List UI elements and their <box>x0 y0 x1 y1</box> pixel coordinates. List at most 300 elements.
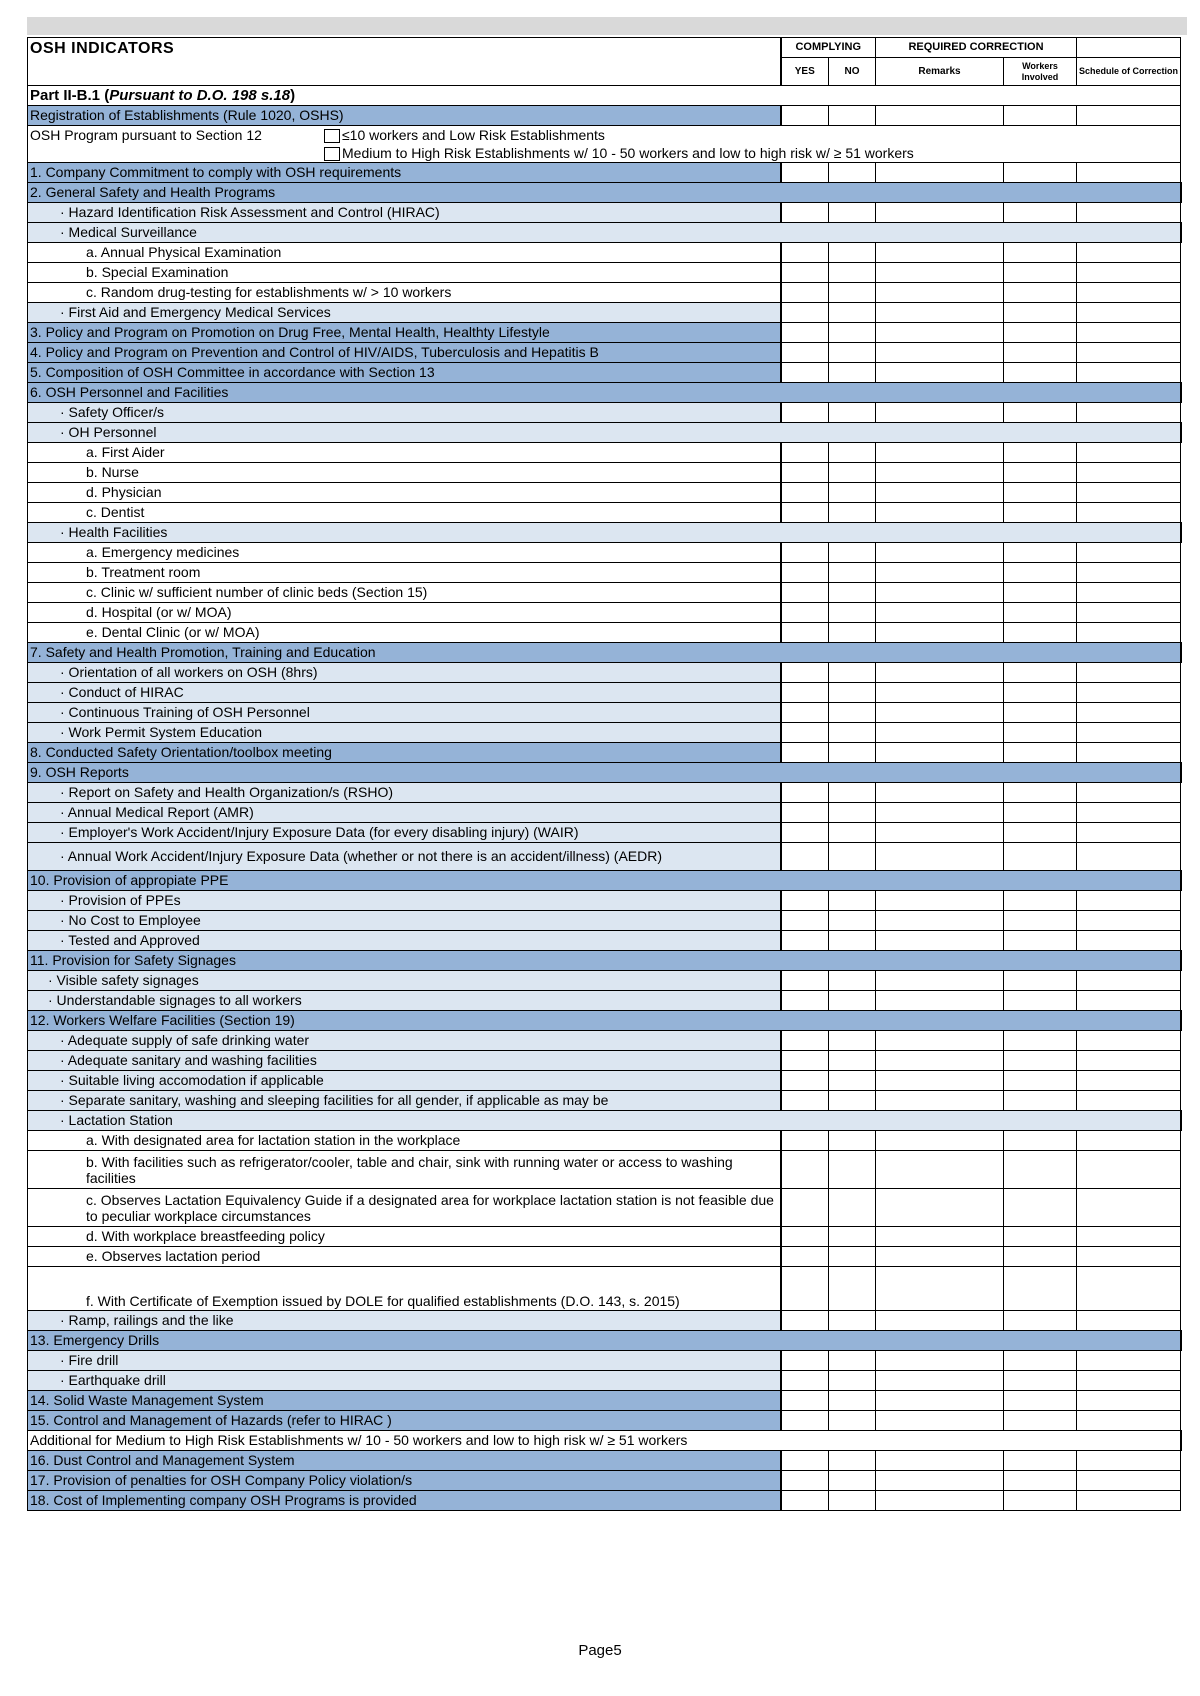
schedule-cell[interactable] <box>1077 563 1181 583</box>
schedule-cell[interactable] <box>1077 803 1181 823</box>
indicator-row <box>28 563 1181 583</box>
remarks-cell[interactable] <box>876 823 1004 843</box>
workers-involved-cell[interactable] <box>1004 991 1077 1011</box>
schedule-cell[interactable] <box>1077 1151 1181 1189</box>
workers-involved-cell[interactable] <box>1004 1189 1077 1227</box>
remarks-cell[interactable] <box>876 971 1004 991</box>
remarks-cell[interactable] <box>876 1031 1004 1051</box>
remarks-cell[interactable] <box>876 783 1004 803</box>
remarks-cell[interactable] <box>876 803 1004 823</box>
workers-involved-cell[interactable] <box>1004 931 1077 951</box>
remarks-cell[interactable] <box>876 1131 1004 1151</box>
schedule-cell[interactable] <box>1077 503 1181 523</box>
schedule-cell[interactable] <box>1077 1051 1181 1071</box>
yes-cell[interactable] <box>781 403 829 423</box>
remarks-cell[interactable] <box>876 931 1004 951</box>
yes-cell[interactable] <box>781 843 829 871</box>
schedule-cell[interactable] <box>1077 683 1181 703</box>
no-cell[interactable] <box>829 891 876 911</box>
yes-cell[interactable] <box>781 243 829 263</box>
remarks-cell[interactable] <box>876 443 1004 463</box>
schedule-cell[interactable] <box>1077 723 1181 743</box>
remarks-cell[interactable] <box>876 1411 1004 1431</box>
yes-cell[interactable] <box>781 971 829 991</box>
yes-cell[interactable] <box>781 543 829 563</box>
schedule-cell[interactable] <box>1077 991 1181 1011</box>
medium-high-establishment-checkbox[interactable] <box>324 147 340 161</box>
schedule-cell[interactable] <box>1077 1391 1181 1411</box>
no-cell[interactable] <box>829 1247 876 1267</box>
part-prefix: Part II-B.1 <box>30 87 101 104</box>
schedule-cell[interactable] <box>1077 1071 1181 1091</box>
schedule-cell[interactable] <box>1077 1131 1181 1151</box>
remarks-cell[interactable] <box>876 543 1004 563</box>
no-cell[interactable] <box>829 803 876 823</box>
remarks-cell[interactable] <box>876 623 1004 643</box>
remarks-cell[interactable] <box>876 891 1004 911</box>
remarks-cell[interactable] <box>876 1247 1004 1267</box>
schedule-cell[interactable] <box>1077 743 1181 763</box>
schedule-cell[interactable] <box>1077 891 1181 911</box>
yes-cell[interactable] <box>781 683 829 703</box>
no-cell[interactable] <box>829 1311 876 1331</box>
yes-cell[interactable] <box>781 1311 829 1331</box>
schedule-cell[interactable] <box>1077 1371 1181 1391</box>
yes-cell[interactable] <box>781 1247 829 1267</box>
osh-indicators-title: OSH INDICATORS <box>28 38 781 86</box>
yes-cell[interactable] <box>781 891 829 911</box>
yes-cell[interactable] <box>781 1267 829 1311</box>
no-cell[interactable] <box>829 1411 876 1431</box>
remarks-cell[interactable] <box>876 263 1004 283</box>
workers-involved-cell[interactable] <box>1004 323 1077 343</box>
remarks-cell[interactable] <box>876 363 1004 383</box>
workers-involved-cell[interactable] <box>1004 1031 1077 1051</box>
workers-involved-cell[interactable] <box>1004 703 1077 723</box>
workers-involved-cell[interactable] <box>1004 343 1077 363</box>
indicator-label: e. Observes lactation period <box>28 1247 781 1267</box>
part-pursuant: Pursuant to D.O. 198 s.18 <box>109 87 291 104</box>
workers-involved-cell[interactable] <box>1004 106 1077 126</box>
no-cell[interactable] <box>829 723 876 743</box>
remarks-cell[interactable] <box>876 1351 1004 1371</box>
schedule-cell[interactable] <box>1077 1491 1181 1511</box>
no-cell[interactable] <box>829 243 876 263</box>
indicator-label: · Continuous Training of OSH Personnel <box>28 703 781 723</box>
schedule-cell[interactable] <box>1077 623 1181 643</box>
workers-involved-cell[interactable] <box>1004 723 1077 743</box>
remarks-cell[interactable] <box>876 1227 1004 1247</box>
no-cell[interactable] <box>829 263 876 283</box>
no-cell[interactable] <box>829 463 876 483</box>
remarks-cell[interactable] <box>876 1091 1004 1111</box>
no-cell[interactable] <box>829 543 876 563</box>
yes-cell[interactable] <box>781 303 829 323</box>
no-cell[interactable] <box>829 1051 876 1071</box>
yes-cell[interactable] <box>781 1451 829 1471</box>
workers-involved-cell[interactable] <box>1004 503 1077 523</box>
indicator-label: · Provision of PPEs <box>28 891 781 911</box>
remarks-cell[interactable] <box>876 1311 1004 1331</box>
yes-cell[interactable] <box>781 1051 829 1071</box>
no-cell[interactable] <box>829 303 876 323</box>
workers-involved-cell[interactable] <box>1004 1371 1077 1391</box>
schedule-cell[interactable] <box>1077 663 1181 683</box>
no-cell[interactable] <box>829 991 876 1011</box>
no-cell[interactable] <box>829 1227 876 1247</box>
yes-cell[interactable] <box>781 803 829 823</box>
no-cell[interactable] <box>829 443 876 463</box>
schedule-cell[interactable] <box>1077 203 1181 223</box>
indicator-label: 2. General Safety and Health Programs <box>28 183 1181 203</box>
indicator-label: · Report on Safety and Health Organization/s (RSHO) <box>28 783 781 803</box>
workers-involved-cell[interactable] <box>1004 1311 1077 1331</box>
yes-cell[interactable] <box>781 1471 829 1491</box>
workers-involved-cell[interactable] <box>1004 403 1077 423</box>
remarks-cell[interactable] <box>876 1071 1004 1091</box>
schedule-cell[interactable] <box>1077 323 1181 343</box>
schedule-cell[interactable] <box>1077 1189 1181 1227</box>
remarks-cell[interactable] <box>876 106 1004 126</box>
workers-involved-cell[interactable] <box>1004 623 1077 643</box>
indicator-row <box>28 403 1181 423</box>
remarks-cell[interactable] <box>876 683 1004 703</box>
schedule-cell[interactable] <box>1077 823 1181 843</box>
schedule-cell[interactable] <box>1077 303 1181 323</box>
schedule-cell[interactable] <box>1077 1267 1181 1311</box>
no-cell[interactable] <box>829 1131 876 1151</box>
schedule-cell[interactable] <box>1077 363 1181 383</box>
yes-cell[interactable] <box>781 563 829 583</box>
remarks-cell[interactable] <box>876 991 1004 1011</box>
yes-cell[interactable] <box>781 743 829 763</box>
workers-involved-cell[interactable] <box>1004 483 1077 503</box>
yes-cell[interactable] <box>781 503 829 523</box>
workers-involved-cell[interactable] <box>1004 443 1077 463</box>
workers-involved-cell[interactable] <box>1004 1267 1077 1311</box>
schedule-cell[interactable] <box>1077 1311 1181 1331</box>
no-cell[interactable] <box>829 703 876 723</box>
indicator-label: 14. Solid Waste Management System <box>28 1391 781 1411</box>
schedule-cell[interactable] <box>1077 931 1181 951</box>
schedule-cell[interactable] <box>1077 1351 1181 1371</box>
workers-involved-cell[interactable] <box>1004 583 1077 603</box>
workers-involved-cell[interactable] <box>1004 743 1077 763</box>
workers-involved-cell[interactable] <box>1004 663 1077 683</box>
yes-cell[interactable] <box>781 1151 829 1189</box>
indicator-label: · Lactation Station <box>28 1111 1181 1131</box>
schedule-cell[interactable] <box>1077 583 1181 603</box>
no-cell[interactable] <box>829 1189 876 1227</box>
no-cell[interactable] <box>829 971 876 991</box>
no-cell[interactable] <box>829 1071 876 1091</box>
yes-cell[interactable] <box>781 363 829 383</box>
yes-cell[interactable] <box>781 1227 829 1247</box>
schedule-cell[interactable] <box>1077 463 1181 483</box>
schedule-cell[interactable] <box>1077 443 1181 463</box>
yes-cell[interactable] <box>781 931 829 951</box>
schedule-cell[interactable] <box>1077 263 1181 283</box>
workers-involved-cell[interactable] <box>1004 823 1077 843</box>
schedule-cell[interactable] <box>1077 1031 1181 1051</box>
remarks-cell[interactable] <box>876 283 1004 303</box>
remarks-cell[interactable] <box>876 343 1004 363</box>
workers-involved-cell[interactable] <box>1004 203 1077 223</box>
schedule-cell[interactable] <box>1077 603 1181 623</box>
no-cell[interactable] <box>829 1371 876 1391</box>
no-cell[interactable] <box>829 823 876 843</box>
workers-involved-cell[interactable] <box>1004 603 1077 623</box>
remarks-cell[interactable] <box>876 1391 1004 1411</box>
indicator-label: 15. Control and Management of Hazards (refer to HIRAC ) <box>28 1411 781 1431</box>
no-cell[interactable] <box>829 203 876 223</box>
no-cell[interactable] <box>829 323 876 343</box>
no-cell[interactable] <box>829 163 876 183</box>
no-cell[interactable] <box>829 1031 876 1051</box>
indicator-label: 5. Composition of OSH Committee in accordance with Section 13 <box>28 363 781 383</box>
workers-involved-cell[interactable] <box>1004 1411 1077 1431</box>
yes-cell[interactable] <box>781 1091 829 1111</box>
workers-involved-cell[interactable] <box>1004 1051 1077 1071</box>
remarks-cell[interactable] <box>876 163 1004 183</box>
workers-involved-cell[interactable] <box>1004 1391 1077 1411</box>
yes-cell[interactable] <box>781 703 829 723</box>
schedule-cell[interactable] <box>1077 971 1181 991</box>
yes-cell[interactable] <box>781 1031 829 1051</box>
no-cell[interactable] <box>829 283 876 303</box>
yes-cell[interactable] <box>781 1189 829 1227</box>
schedule-cell[interactable] <box>1077 1451 1181 1471</box>
schedule-cell[interactable] <box>1077 106 1181 126</box>
page-number: Page5 <box>578 1642 622 1659</box>
workers-involved-cell[interactable] <box>1004 563 1077 583</box>
no-cell[interactable] <box>829 1267 876 1311</box>
schedule-cell[interactable] <box>1077 163 1181 183</box>
remarks-cell[interactable] <box>876 243 1004 263</box>
schedule-cell[interactable] <box>1077 343 1181 363</box>
remarks-cell[interactable] <box>876 323 1004 343</box>
yes-cell[interactable] <box>781 1391 829 1411</box>
no-cell[interactable] <box>829 1351 876 1371</box>
indicator-label: 13. Emergency Drills <box>28 1331 1181 1351</box>
no-cell[interactable] <box>829 623 876 643</box>
yes-cell[interactable] <box>781 203 829 223</box>
indicator-label: 17. Provision of penalties for OSH Company Policy violation/s <box>28 1471 781 1491</box>
remarks-cell[interactable] <box>876 463 1004 483</box>
workers-involved-cell[interactable] <box>1004 1151 1077 1189</box>
workers-involved-cell[interactable] <box>1004 543 1077 563</box>
schedule-cell[interactable] <box>1077 1471 1181 1491</box>
remarks-cell[interactable] <box>876 1471 1004 1491</box>
no-cell[interactable] <box>829 1391 876 1411</box>
small-establishment-checkbox[interactable] <box>324 129 340 143</box>
schedule-cell[interactable] <box>1077 243 1181 263</box>
schedule-cell[interactable] <box>1077 403 1181 423</box>
workers-involved-cell[interactable] <box>1004 1351 1077 1371</box>
remarks-cell[interactable] <box>876 1371 1004 1391</box>
indicator-row <box>28 1391 1181 1411</box>
remarks-cell[interactable] <box>876 303 1004 323</box>
no-cell[interactable] <box>829 503 876 523</box>
yes-cell[interactable] <box>781 783 829 803</box>
remarks-cell[interactable] <box>876 503 1004 523</box>
indicator-row <box>28 951 1181 971</box>
indicator-label: · First Aid and Emergency Medical Services <box>28 303 781 323</box>
no-cell[interactable] <box>829 783 876 803</box>
workers-involved-cell[interactable] <box>1004 1247 1077 1267</box>
remarks-cell[interactable] <box>876 483 1004 503</box>
workers-involved-cell[interactable] <box>1004 843 1077 871</box>
remarks-cell[interactable] <box>876 403 1004 423</box>
yes-cell[interactable] <box>781 583 829 603</box>
yes-cell[interactable] <box>781 263 829 283</box>
workers-involved-cell[interactable] <box>1004 163 1077 183</box>
indicator-label: a. First Aider <box>28 443 781 463</box>
workers-involved-cell[interactable] <box>1004 1091 1077 1111</box>
yes-cell[interactable] <box>781 463 829 483</box>
workers-involved-cell[interactable] <box>1004 803 1077 823</box>
remarks-cell[interactable] <box>876 203 1004 223</box>
program-option-small <box>324 127 605 144</box>
yes-cell[interactable] <box>781 991 829 1011</box>
schedule-cell[interactable] <box>1077 911 1181 931</box>
remarks-cell[interactable] <box>876 583 1004 603</box>
indicator-row <box>28 363 1181 383</box>
yes-cell[interactable] <box>781 343 829 363</box>
yes-cell[interactable] <box>781 483 829 503</box>
no-cell[interactable] <box>829 1471 876 1491</box>
indicator-label: · Safety Officer/s <box>28 403 781 423</box>
workers-involved-cell[interactable] <box>1004 783 1077 803</box>
remarks-cell[interactable] <box>876 703 1004 723</box>
no-cell[interactable] <box>829 106 876 126</box>
workers-involved-cell[interactable] <box>1004 1071 1077 1091</box>
remarks-cell[interactable] <box>876 723 1004 743</box>
remarks-cell[interactable] <box>876 563 1004 583</box>
no-cell[interactable] <box>829 583 876 603</box>
indicator-label: · Medical Surveillance <box>28 223 1181 243</box>
no-cell[interactable] <box>829 931 876 951</box>
indicator-label: 12. Workers Welfare Facilities (Section 19) <box>28 1011 1181 1031</box>
indicator-label: 4. Policy and Program on Prevention and Control of HIV/AIDS, Tuberculosis and Hepatitis B <box>28 343 781 363</box>
no-cell[interactable] <box>829 663 876 683</box>
yes-cell[interactable] <box>781 823 829 843</box>
workers-involved-cell[interactable] <box>1004 263 1077 283</box>
schedule-cell[interactable] <box>1077 783 1181 803</box>
yes-header: YES <box>781 58 829 86</box>
workers-involved-cell[interactable] <box>1004 283 1077 303</box>
remarks-cell[interactable] <box>876 743 1004 763</box>
workers-involved-cell[interactable] <box>1004 463 1077 483</box>
remarks-cell[interactable] <box>876 1491 1004 1511</box>
no-cell[interactable] <box>829 1091 876 1111</box>
no-cell[interactable] <box>829 343 876 363</box>
remarks-cell[interactable] <box>876 843 1004 871</box>
indicator-row <box>28 383 1181 403</box>
indicator-label: a. Emergency medicines <box>28 543 781 563</box>
yes-cell[interactable] <box>781 443 829 463</box>
yes-cell[interactable] <box>781 603 829 623</box>
indicator-row <box>28 323 1181 343</box>
no-cell[interactable] <box>829 743 876 763</box>
yes-cell[interactable] <box>781 106 829 126</box>
yes-cell[interactable] <box>781 1071 829 1091</box>
indicator-label: c. Clinic w/ sufficient number of clinic beds (Section 15) <box>28 583 781 603</box>
schedule-cell[interactable] <box>1077 1411 1181 1431</box>
workers-involved-cell[interactable] <box>1004 1491 1077 1511</box>
workers-involved-cell[interactable] <box>1004 971 1077 991</box>
yes-cell[interactable] <box>781 1131 829 1151</box>
no-cell[interactable] <box>829 1491 876 1511</box>
remarks-cell[interactable] <box>876 911 1004 931</box>
indicator-label: f. With Certificate of Exemption issued by DOLE for qualified establishments (D.O. 143, s. 2015) <box>28 1267 781 1311</box>
no-cell[interactable] <box>829 911 876 931</box>
yes-cell[interactable] <box>781 1491 829 1511</box>
workers-involved-cell[interactable] <box>1004 243 1077 263</box>
yes-cell[interactable] <box>781 663 829 683</box>
schedule-cell[interactable] <box>1077 1227 1181 1247</box>
remarks-cell[interactable] <box>876 1451 1004 1471</box>
no-cell[interactable] <box>829 483 876 503</box>
indicator-label: b. Special Examination <box>28 263 781 283</box>
workers-involved-cell[interactable] <box>1004 1131 1077 1151</box>
workers-involved-cell[interactable] <box>1004 303 1077 323</box>
schedule-cell[interactable] <box>1077 483 1181 503</box>
workers-involved-cell[interactable] <box>1004 1227 1077 1247</box>
yes-cell[interactable] <box>781 1411 829 1431</box>
workers-involved-cell[interactable] <box>1004 1471 1077 1491</box>
schedule-cell[interactable] <box>1077 1247 1181 1267</box>
schedule-cell[interactable] <box>1077 703 1181 723</box>
remarks-cell[interactable] <box>876 1267 1004 1311</box>
workers-involved-cell[interactable] <box>1004 683 1077 703</box>
schedule-cell[interactable] <box>1077 543 1181 563</box>
remarks-cell[interactable] <box>876 603 1004 623</box>
indicator-row <box>28 1247 1181 1267</box>
schedule-cell[interactable] <box>1077 283 1181 303</box>
workers-involved-cell[interactable] <box>1004 891 1077 911</box>
yes-cell[interactable] <box>781 323 829 343</box>
yes-cell[interactable] <box>781 911 829 931</box>
no-cell[interactable] <box>829 603 876 623</box>
indicator-row <box>28 843 1181 871</box>
remarks-cell[interactable] <box>876 1051 1004 1071</box>
no-cell[interactable] <box>829 1151 876 1189</box>
no-cell[interactable] <box>829 563 876 583</box>
indicator-label: · Hazard Identification Risk Assessment and Control (HIRAC) <box>28 203 781 223</box>
indicator-row <box>28 763 1181 783</box>
no-cell[interactable] <box>829 843 876 871</box>
yes-cell[interactable] <box>781 723 829 743</box>
no-cell[interactable] <box>829 363 876 383</box>
workers-involved-cell[interactable] <box>1004 363 1077 383</box>
no-cell[interactable] <box>829 403 876 423</box>
yes-cell[interactable] <box>781 1371 829 1391</box>
yes-cell[interactable] <box>781 283 829 303</box>
schedule-cell[interactable] <box>1077 1091 1181 1111</box>
remarks-cell[interactable] <box>876 1151 1004 1189</box>
yes-cell[interactable] <box>781 163 829 183</box>
workers-involved-cell[interactable] <box>1004 1451 1077 1471</box>
yes-cell[interactable] <box>781 623 829 643</box>
remarks-cell[interactable] <box>876 1189 1004 1227</box>
remarks-cell[interactable] <box>876 663 1004 683</box>
no-cell[interactable] <box>829 1451 876 1471</box>
no-cell[interactable] <box>829 683 876 703</box>
schedule-cell[interactable] <box>1077 843 1181 871</box>
yes-cell[interactable] <box>781 1351 829 1371</box>
workers-involved-cell[interactable] <box>1004 911 1077 931</box>
